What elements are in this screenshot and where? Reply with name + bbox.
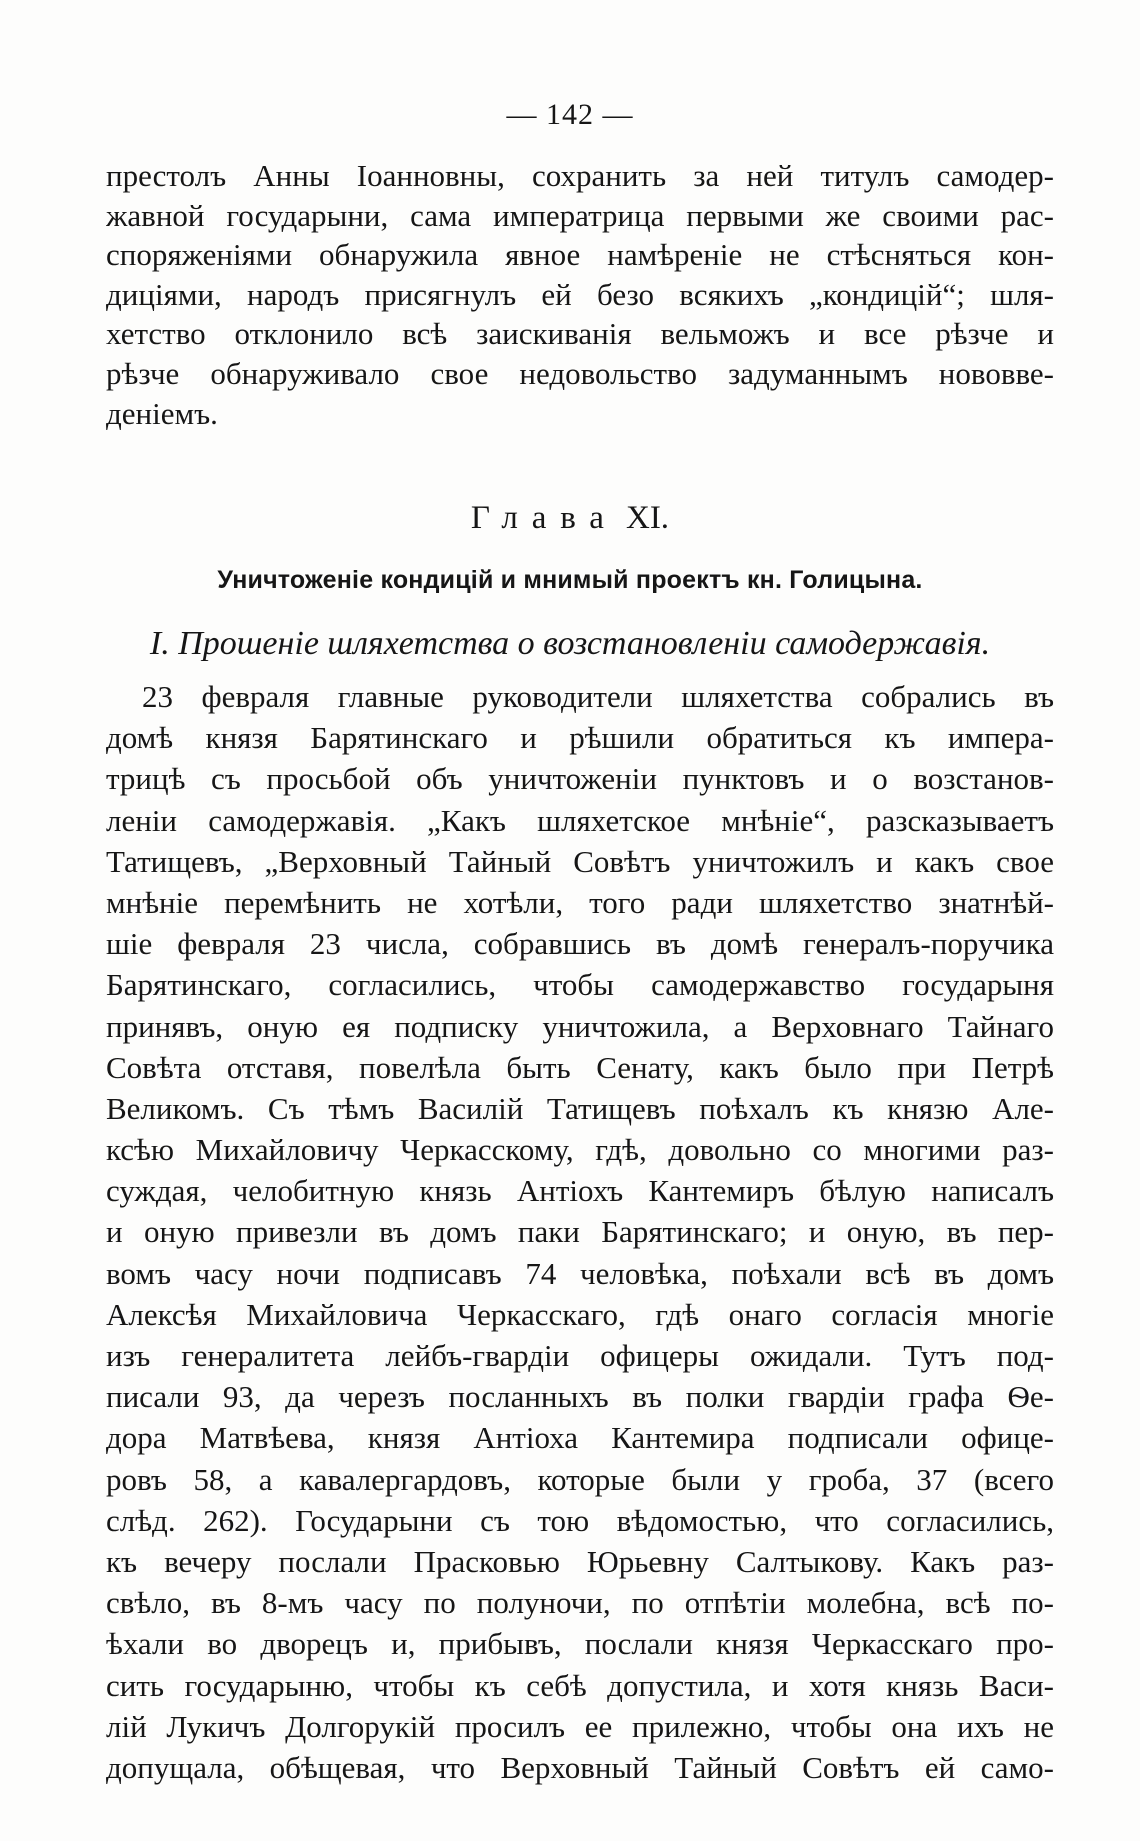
body-text-line: слѣд. 262). Государыни съ тою вѣдомостью, что согласились,: [106, 1502, 1054, 1538]
chapter-title: Уничтоженіе кондицій и мнимый проектъ кн. Голицына.: [217, 566, 923, 594]
body-text-line: ѣхали во дворецъ и, прибывъ, послали князя Черкасскаго про-: [106, 1626, 1054, 1662]
body-text-line: суждая, челобитную князь Антіохъ Кантемиръ бѣлую написалъ: [106, 1173, 1054, 1209]
body-text-line: ксѣю Михайловичу Черкасскому, гдѣ, довольно со многими раз-: [106, 1132, 1054, 1168]
chapter-heading-number: XI.: [625, 500, 670, 536]
body-text-line: изъ генералитета лейбъ-гвардіи офицеры ожидали. Тутъ под-: [106, 1338, 1054, 1373]
body-text-line: Алексѣя Михайловича Черкасскаго, гдѣ онаго согласія многіе: [106, 1296, 1054, 1332]
body-text-line: принявъ, оную ея подписку уничтожила, а Верховнаго Тайнаго: [106, 1008, 1054, 1044]
body-text-line: Татищевъ, „Верховный Тайный Совѣтъ уничтожилъ и какъ свое: [106, 843, 1054, 879]
intro-text-line: диціями, народъ присягнулъ ей безо всякихъ „кондицій“; шля-: [106, 276, 1054, 312]
body-paragraph: [106, 676, 1054, 1788]
body-text-line: дора Матвѣева, князя Антіоха Кантемира подписали офице-: [106, 1420, 1054, 1456]
page-number: — 142 —: [506, 98, 634, 131]
intro-text-line: хетство отклонило всѣ заискиванія вельможъ и все рѣзче и: [106, 316, 1054, 352]
intro-text-line: рѣзче обнаруживало свое недовольство задуманнымъ нововве-: [106, 355, 1054, 391]
body-text-line: къ вечеру послали Прасковью Юрьевну Салтыкову. Какъ раз-: [106, 1543, 1054, 1579]
intro-paragraph: [106, 156, 1054, 433]
body-text-line: допущала, обѣщевая, что Верховный Тайный Совѣтъ ей само-: [106, 1749, 1054, 1785]
body-text-line: лій Лукичъ Долгорукій просилъ ее прилежно, чтобы она ихъ не: [106, 1708, 1054, 1744]
chapter-heading: [0, 498, 1140, 538]
body-text-line: шіе февраля 23 числа, собравшись въ домѣ генералъ-поручика: [106, 926, 1054, 962]
body-text-line: домѣ князя Барятинскаго и рѣшили обратиться къ импера-: [106, 720, 1054, 756]
body-text-line: и оную привезли въ домъ паки Барятинскаго; и оную, въ пер-: [106, 1214, 1054, 1250]
body-text-line: ровъ 58, а кавалергардовъ, которые были у гроба, 37 (всего: [106, 1461, 1054, 1497]
body-text-line: Великомъ. Съ тѣмъ Василій Татищевъ поѣхалъ къ князю Але-: [106, 1090, 1054, 1126]
body-text-line: леніи самодержавія. „Какъ шляхетское мнѣніе“, разсказываетъ: [106, 802, 1054, 838]
body-text-line: свѣло, въ 8-мъ часу по полуночи, по отпѣтіи молебна, всѣ по-: [106, 1585, 1054, 1621]
intro-text-line: престолъ Анны Іоанновны, сохранить за ней титулъ самодер-: [106, 158, 1054, 193]
body-text-line: сить государыню, чтобы къ себѣ допустила, и хотя князь Васи-: [106, 1667, 1054, 1703]
body-text-line: 23 февраля главные руководители шляхетства собрались въ: [142, 679, 1054, 714]
body-text-line: мнѣніе перемѣнить не хотѣли, того ради шляхетство знатнѣй-: [106, 884, 1054, 920]
body-text-line: Барятинскаго, согласились, чтобы самодержавство государыня: [106, 967, 1054, 1003]
body-text-line: вомъ часу ночи подписавъ 74 человѣка, поѣхали всѣ въ домъ: [106, 1255, 1054, 1291]
intro-text-line: деніемъ.: [106, 395, 218, 431]
body-text-line: Совѣта отставя, повелѣла быть Сенату, какъ было при Петрѣ: [106, 1049, 1054, 1085]
chapter-heading-word: Глава: [470, 500, 618, 536]
intro-text-line: жавной государыни, сама императрица первыми же своими рас-: [106, 197, 1054, 233]
section-title: I. Прошеніе шляхетства о возстановленіи самодержавія.: [149, 625, 991, 662]
intro-text-line: споряженіями обнаружила явное намѣреніе не стѣсняться кон-: [106, 237, 1054, 273]
body-text-line: трицѣ съ просьбой объ уничтоженіи пунктовъ и о возстанов-: [106, 761, 1054, 797]
body-text-line: писали 93, да черезъ посланныхъ въ полки гвардіи графа Ѳе-: [106, 1379, 1054, 1415]
